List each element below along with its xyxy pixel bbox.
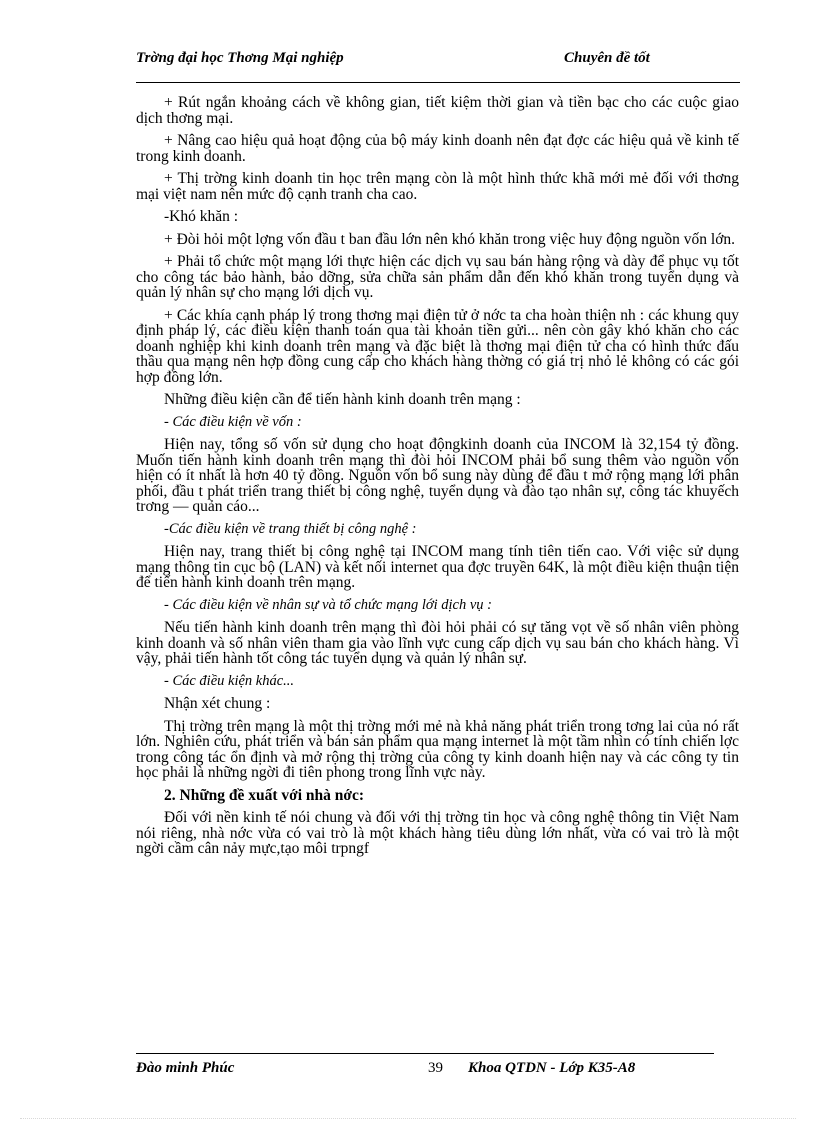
italic-subheading: - Các điều kiện về nhân sự và tổ chức mạng lới dịch vụ :: [164, 596, 492, 613]
paragraph: Hiện nay, trang thiết bị công nghệ tại INCOM mang tính tiên tiến cao. Với việc sử dụng mạng thông tin cục bộ (LAN) và kết nối internet qua đợc truyền 64K, là một điều kiện thuận tiện để tiến hành kinh doanh trên mạng.: [136, 543, 739, 591]
dotted-divider: [20, 1118, 796, 1119]
footer-author: Đào minh Phúc: [136, 1060, 235, 1076]
header-left: Trờng đại học Thơng Mại nghiệp: [136, 50, 344, 66]
paragraph: + Nâng cao hiệu quả hoạt động của bộ máy kinh doanh nên đạt đợc các hiệu quả về kinh tế trong kinh doanh.: [136, 132, 739, 165]
italic-subheading: -Các điều kiện về trang thiết bị công nghệ :: [164, 520, 417, 537]
page-number: 39: [428, 1060, 443, 1076]
footer-class: Khoa QTDN - Lớp K35-A8: [468, 1060, 636, 1076]
paragraph: + Phải tổ chức một mạng lới thực hiện các dịch vụ sau bán hàng rộng và dày để phục vụ tốt cho công tác bảo hành, bảo dỡng, sửa chữa sản phẩm dẫn đến khó khăn trong tuyển dụng và quản lý nhân sự cho mạng lới dịch vụ.: [136, 253, 739, 301]
paragraph: -Khó khăn :: [164, 208, 239, 225]
section-heading: 2. Những đề xuất với nhà nớc:: [164, 786, 365, 804]
paragraph: Đối với nền kinh tế nói chung và đối với thị trờng tin học và công nghệ thông tin Việt Nam nói riêng, nhà nớc vừa có vai trò là một khách hàng tiêu dùng lớn nhất, vừa có vai trò là một ngời cầm cân nảy mực,tạo môi trpngf: [136, 809, 739, 857]
paragraph: + Thị trờng kinh doanh tin học trên mạng còn là một hình thức khã mới mẻ đối với thơng mại việt nam nên mức độ cạnh tranh cha cao.: [136, 170, 739, 203]
page-body: [136, 95, 739, 864]
page-header: [136, 50, 740, 83]
paragraph: Thị trờng trên mạng là một thị trờng mới mẻ nà khả năng phát triển trong tơng lai của nó rất lớn. Nghiên cứu, phát triển và bán sản phẩm qua mạng internet là một tầm nhìn có tính chiến lợc trong công tác ổn định và mở rộng thị trờng của công ty kinh doanh hiện nay và các công ty tin học phải là những ngời đi tiên phong trong lĩnh vực này.: [136, 717, 739, 781]
paragraph: Những điều kiện cần để tiến hành kinh doanh trên mạng :: [164, 391, 521, 408]
paragraph: Nhận xét chung :: [164, 695, 271, 712]
header-right: Chuyên đề tốt: [564, 50, 650, 66]
italic-subheading: - Các điều kiện khác...: [164, 672, 295, 689]
page-footer: [136, 1053, 714, 1084]
italic-subheading: - Các điều kiện về vốn :: [164, 413, 302, 430]
paragraph: + Các khía cạnh pháp lý trong thơng mại điện tử ở nớc ta cha hoàn thiện nh : các khung quy định pháp lý, các điều kiện thanh toán qua tài khoản tiền gửi... nên còn gây khó khăn cho các doanh nghiệp khi kinh doanh trên mạng và đặc biệt là thơng mại điện tử cha có hình thức đấu thầu qua mạng nên hợp đồng cung cấp cho khách hàng thờng có giá trị nhỏ lẻ không có các gói hợp đồng lớn.: [136, 306, 739, 386]
paragraph: Hiện nay, tổng số vốn sử dụng cho hoạt độngkinh doanh của INCOM là 32,154 tỷ đồng. Muốn tiến hành kinh doanh trên mạng thì đòi hỏi INCOM phải bổ sung thêm vào nguồn vốn hiện có ít nhất là hơn 40 tỷ đồng. Nguồn vốn bổ sung này dùng để đầu t mở rộng mạng lới phân phối, đầu t phát triển trang thiết bị công nghệ, tuyển dụng và đào tạo nhân sự, công tác khuyếch trơng — quản cáo...: [136, 436, 739, 515]
paragraph: Nếu tiến hành kinh doanh trên mạng thì đòi hỏi phải có sự tăng vọt về số nhân viên phòng kinh doanh và số nhân viên tham gia vào lĩnh vực cung cấp dịch vụ sau bán cho khách hàng. Vì vậy, phải tiến hành tốt công tác tuyển dụng và quản lý nhân sự.: [136, 619, 739, 667]
paragraph: + Rút ngắn khoảng cách về không gian, tiết kiệm thời gian và tiền bạc cho các cuộc giao dịch thơng mại.: [136, 94, 739, 127]
paragraph: + Đòi hỏi một lợng vốn đầu t ban đầu lớn nên khó khăn trong việc huy động nguồn vốn lớn.: [164, 230, 736, 248]
